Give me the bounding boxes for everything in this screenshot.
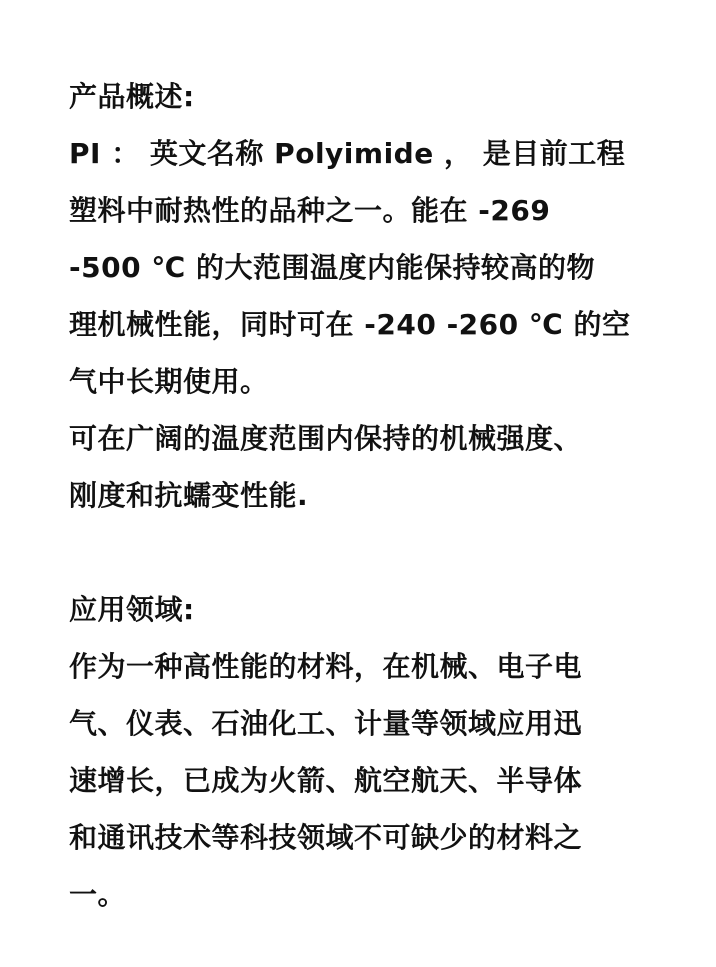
overview-line-5: 气中长期使用。 [69,365,269,398]
overview-heading: 产品概述: [69,80,195,113]
section-spacer [69,524,689,581]
overview-line-6: 可在广阔的温度范围内保持的机械强度、 [69,422,583,455]
applications-line-2: 气、仪表、石油化工、计量等领域应用迅 [69,707,583,740]
overview-line-3: -500 ℃ 的大范围温度内能保持较高的物 [69,251,595,284]
applications-line-5: 一。 [69,878,127,911]
applications-section [69,581,689,923]
overview-section [69,68,689,524]
applications-heading: 应用领域: [69,593,195,626]
overview-line-7: 刚度和抗蠕变性能. [69,479,309,512]
overview-line-4: 理机械性能，同时可在 -240 -260 ℃ 的空 [69,308,631,341]
overview-line-2: 塑料中耐热性的品种之一。能在 -269 [69,194,551,227]
document-body [69,68,689,923]
overview-line-1: PI ： 英文名称 Polyimide ， 是目前工程 [69,137,626,170]
applications-line-4: 和通讯技术等科技领域不可缺少的材料之 [69,821,583,854]
applications-line-3: 速增长，已成为火箭、航空航天、半导体 [69,764,583,797]
applications-line-1: 作为一种高性能的材料，在机械、电子电 [69,650,583,683]
